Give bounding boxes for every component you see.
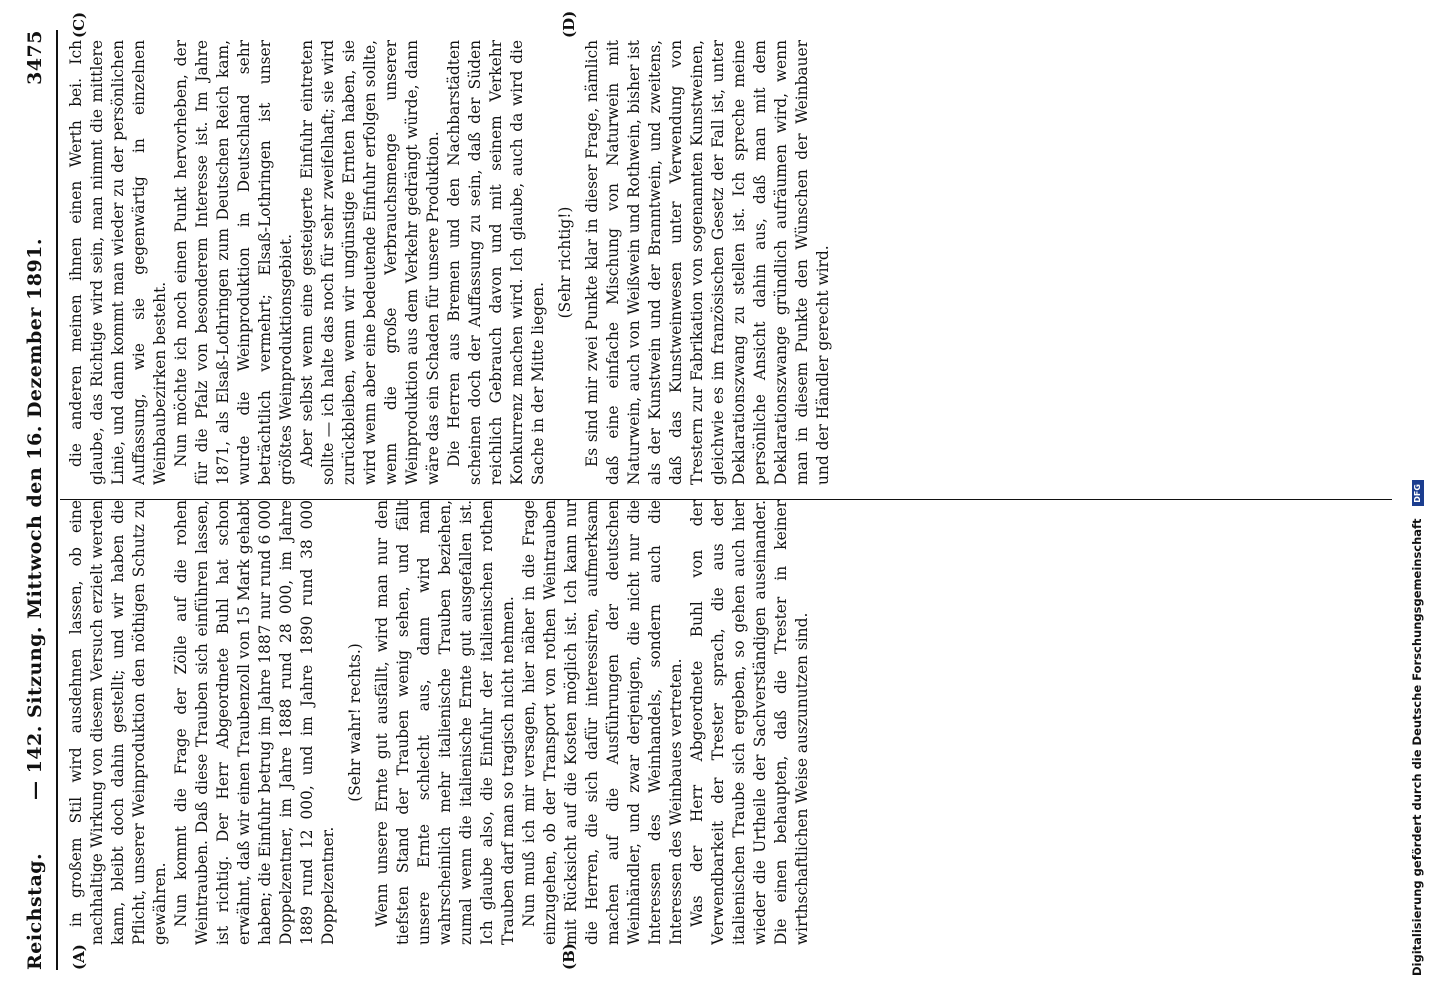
page-header bbox=[24, 30, 54, 970]
margin-marker-c: (C) bbox=[70, 11, 88, 38]
interjection: (Sehr wahr! rechts.) bbox=[346, 643, 364, 802]
page-number: 3475 bbox=[24, 30, 46, 85]
right-column bbox=[66, 40, 1392, 485]
paragraph: in großem Stil wird ausdehnen lassen, ob eine nachhaltige Wirkung von diesem Versuch erzielt werden kann, bleibt doch dahin gestellt; und wir haben die Pflicht, unserer Weinproduktion den nöthigen Schutz zu gewähren. bbox=[67, 500, 169, 945]
paragraph: Die Herren aus Bremen und den Nachbarstädten scheinen doch der Auffassung zu sein, daß der Süden reichlich Gebrauch davon und mit seinem Verkehr Konkurrenz machen wird. Ich glaube, auch da wird die Sache in der Mitte liegen. bbox=[445, 40, 547, 485]
digitization-credit bbox=[1410, 0, 1424, 1000]
paragraph: Was der Herr Abgeordnete Buhl von der Verwendbarkeit der Trester sprach, die aus der italienischen Traube sich ergeben, so gehen auch hier wieder die Urtheile der Sachverständigen auseinander. Die einen behaupten, daß die Trester in keiner wirthschaftlichen Weise auszunutzen sind. bbox=[688, 500, 811, 945]
paragraph: Es sind mir zwei Punkte klar in dieser Frage, nämlich daß eine einfache Mischung von Naturwein mit Naturwein, auch von Weißwein und Rothwein, bisher ist als der Kunstwein und der Branntwein, und zweitens, daß das Kunstweinwesen unter Verwendung von Trestern zur Fabrikation von sogenannten Kunstweinen, gleichwie es im französischen Gesetz der Fall ist, unter Deklarationszwang zu stellen ist. Ich spreche meine persönliche Ansicht dahin aus, daß man mit dem Deklarationszwange gründlich aufräumen wird, wenn man in diesem Punkte den Wünschen der Weinbauer und der Händler gerecht wird. bbox=[583, 40, 832, 485]
left-column bbox=[66, 500, 1392, 945]
column-divider bbox=[60, 499, 1392, 500]
header-rule bbox=[56, 30, 58, 970]
paragraph: Nun kommt die Frage der Zölle auf die rohen Weintrauben. Daß diese Trauben sich einführen lassen, ist richtig. Der Herr Abgeordnete Buhl hat schon erwähnt, daß wir einen Traubenzoll von 15 Mark gehabt haben; die Einfuhr betrug im Jahre 1887 nur rund 6 000 Doppelzentner, im Jahre 1888 rund 28 000, im Jahre 1889 rund 12 000, und im Jahre 1890 rund 38 000 Doppelzentner. bbox=[172, 500, 337, 945]
paragraph: Nun möchte ich noch einen Punkt hervorheben, der für die Pfalz von besonderem Interesse ist. Im Jahre 1871, als Elsaß-Lothringen zum Deutschen Reich kam, wurde die Weinproduktion in Deutschland sehr beträchtlich vermehrt; Elsaß-Lothringen ist unser größtes Weinproduktionsgebiet. bbox=[172, 40, 295, 485]
paragraph: die anderen meinen ihnen einen Werth bei. Ich glaube, das Richtige wird sein, man nimmt die mittlere Linie, und dann kommt man wieder zu der persönlichen Auffassung, wie sie gegenwärtig in einzelnen Weinbaubezirken besteht. bbox=[67, 40, 169, 485]
header-session: — 142. Sitzung. Mittwoch den 16. Dezember 1891. bbox=[24, 238, 46, 800]
dfg-logo-icon: DFG bbox=[1412, 480, 1424, 506]
credit-text: Digitalisierung gefördert durch die Deutsche Forschungsgemeinschaft bbox=[1410, 518, 1424, 976]
paragraph: Aber selbst wenn eine gesteigerte Einfuhr eintreten sollte — ich halte das noch für sehr zweifelhaft; sie wird zurückbleiben, wenn wir ungünstige Ernten haben, sie wird wenn aber eine bedeutende Einfuhr erfolgen sollte, wenn die große Verbrauchsmenge unserer Weinproduktion aus dem Verkehr gedrängt würde, dann wäre das ein Schaden für unsere Produktion. bbox=[298, 40, 442, 485]
margin-marker-b: (B) bbox=[560, 943, 578, 970]
paragraph: Nun muß ich mir versagen, hier näher in die Frage einzugehen, ob der Transport von rothen Weintrauben mit Rücksicht auf die Kosten möglich ist. Ich kann nur die Herren, die sich dafür interessiren, aufmerksam machen auf die Ausführungen der deutschen Weinhändler, und zwar derjenigen, die nicht nur die Interessen des Weinhandels, sondern auch die Interessen des Weinbaues vertreten. bbox=[520, 500, 685, 945]
header-left: Reichstag. bbox=[24, 852, 46, 970]
margin-marker-d: (D) bbox=[560, 10, 578, 38]
margin-marker-a: (A) bbox=[70, 944, 88, 970]
paragraph: Wenn unsere Ernte gut ausfällt, wird man nur den tiefsten Stand der Trauben wenig sehen, und fällt unsere Ernte schlecht aus, dann wird man wahrscheinlich mehr italienische Trauben beziehen, zumal wenn die italienische Ernte gut ausgefallen ist. Ich glaube also, die Einfuhr der italienischen rothen Trauben darf man so tragisch nicht nehmen. bbox=[373, 500, 517, 945]
interjection: (Sehr richtig!) bbox=[556, 206, 574, 319]
